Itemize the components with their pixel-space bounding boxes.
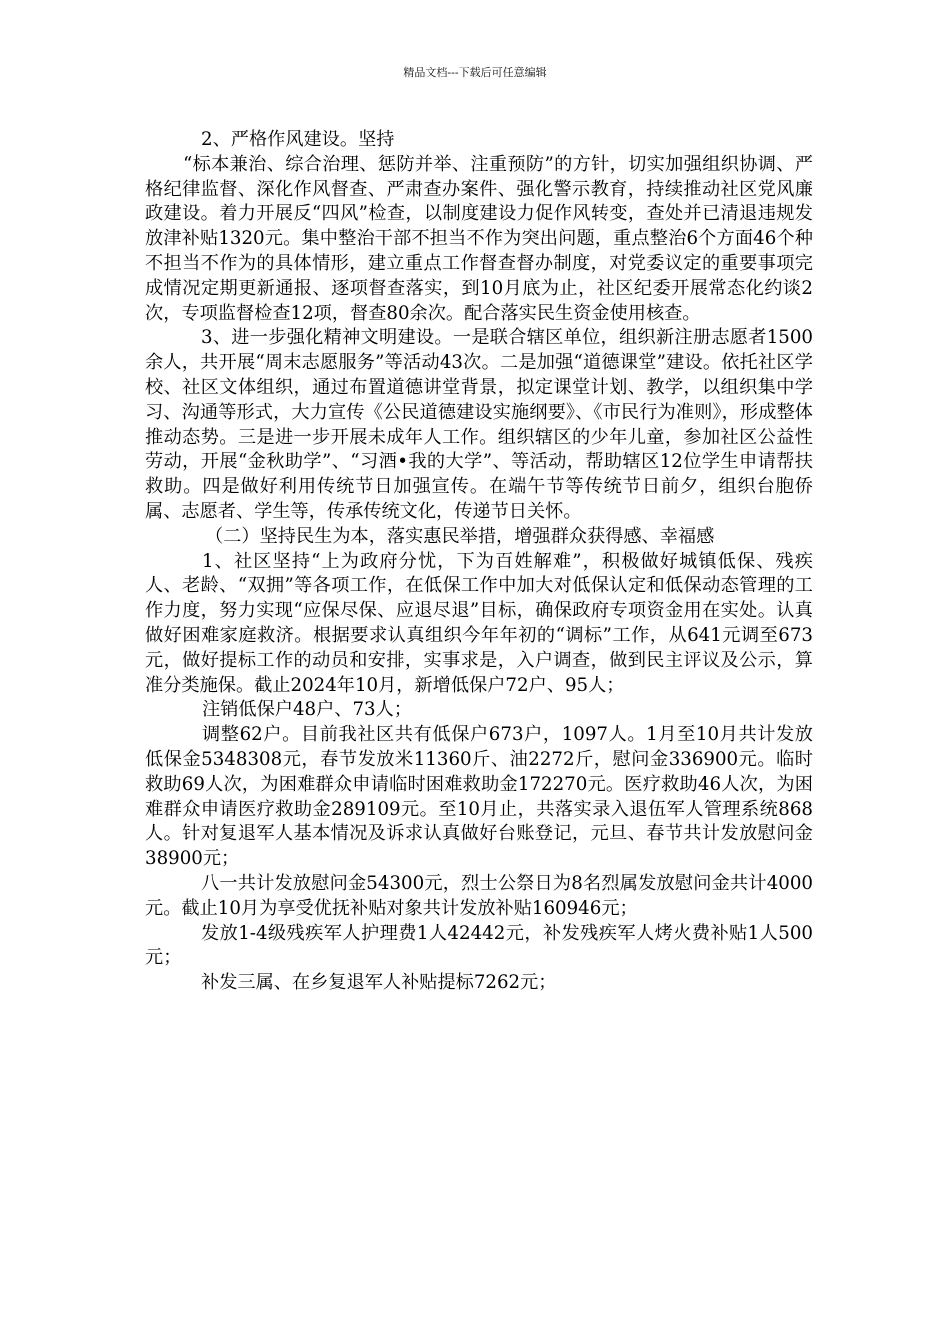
paragraph-august-first: 八一共计发放慰问金54300元，烈士公祭日为8名烈属发放慰问金共计4000元。截止10月为享受优抚补贴对象共计发放补贴160946元； [145, 872, 813, 919]
paragraph-section-two-heading: （二）坚持民生为本，落实惠民举措，增强群众获得感、幸福感 [205, 525, 715, 547]
paragraph-spiritual-civilization: 3、进一步强化精神文明建设。一是联合辖区单位，组织新注册志愿者1500余人，共开展“周末志愿服务”等活动43次。二是加强“道德课堂”建设。依托社区学校、社区文体组织，通过布置道德讲堂背景，拟定课堂计划、教学，以组织集中学习、沟通等形式，大力宣传《公民道德建设实施纲要》、《市民行为准则》，形成整体推动态势。三是进一步开展未成年人工作。组织辖区的少年儿童，参加社区公益性劳动，开展“金秋助学”、“习酒•我的大学”、等活动，帮助辖区12位学生申请帮扶救助。四是做好利用传统节日加强宣传。在端午节等传统节日前夕，组织台胞侨属、志愿者、学生等，传承传统文化，传递节日关怀。 [145, 327, 813, 522]
paragraph-disabled-veterans: 发放1-4级残疾军人护理费1人42442元，补发残疾军人烤火费补贴1人500元； [145, 922, 813, 969]
document-body [145, 128, 813, 996]
paragraph-social-welfare: 1、社区坚持“上为政府分忧，下为百姓解难”，积极做好城镇低保、残疾人、老龄、“双拥”等各项工作，在低保工作中加大对低保认定和低保动态管理的工作力度，努力实现“应保尽保、应退尽退”目标，确保政府专项资金用在实处。认真做好困难家庭救济。根据要求认真组织今年年初的“调标”工作，从641元调至673元，做好提标工作的动员和安排，实事求是，入户调查，做到民主评议及公示，算准分类施保。截止2024年10月，新增低保户72户、95人； [145, 550, 813, 696]
paragraph-adjustments: 调整62户。目前我社区共有低保户673户，1097人。1月至10月共计发放低保金5348308元，春节发放米11360斤、油2272斤，慰问金336900元。临时救助69人次，为困难群众申请临时困难救助金172270元。医疗救助46人次，为困难群众申请医疗救助金289109元。至10月止，共落实录入退伍军人管理系统868人。针对复退军人基本情况及诉求认真做好台账登记，元旦、春节共计发放慰问金38900元； [145, 724, 813, 870]
paragraph-work-style: “标本兼治、综合治理、惩防并举、注重预防”的方针，切实加强组织协调、严格纪律监督、深化作风督查、严肃查办案件、强化警示教育，持续推动社区党风廉政建设。着力开展反“四风”检查，以制度建设力促作风转变，查处并已清退违规发放津补贴1320元。集中整治干部不担当不作为突出问题，重点整治6个方面46个种不担当不作为的具体情形，建立重点工作督查督办制度，对党委议定的重要事项完成情况定期更新通报、逐项督查落实，到10月底为止，社区纪委开展常态化约谈2次，专项监督检查12项，督查80余次。配合落实民生资金使用核查。 [145, 153, 813, 324]
paragraph-subsidy-increase: 补发三属、在乡复退军人补贴提标7262元； [201, 972, 557, 994]
paragraph-work-style-heading: 2、严格作风建设。坚持 [201, 129, 395, 150]
paragraph-cancelled-households: 注销低保户48户、73人； [202, 699, 412, 721]
page-header: 精品文档---下载后可任意编辑 [403, 66, 547, 79]
